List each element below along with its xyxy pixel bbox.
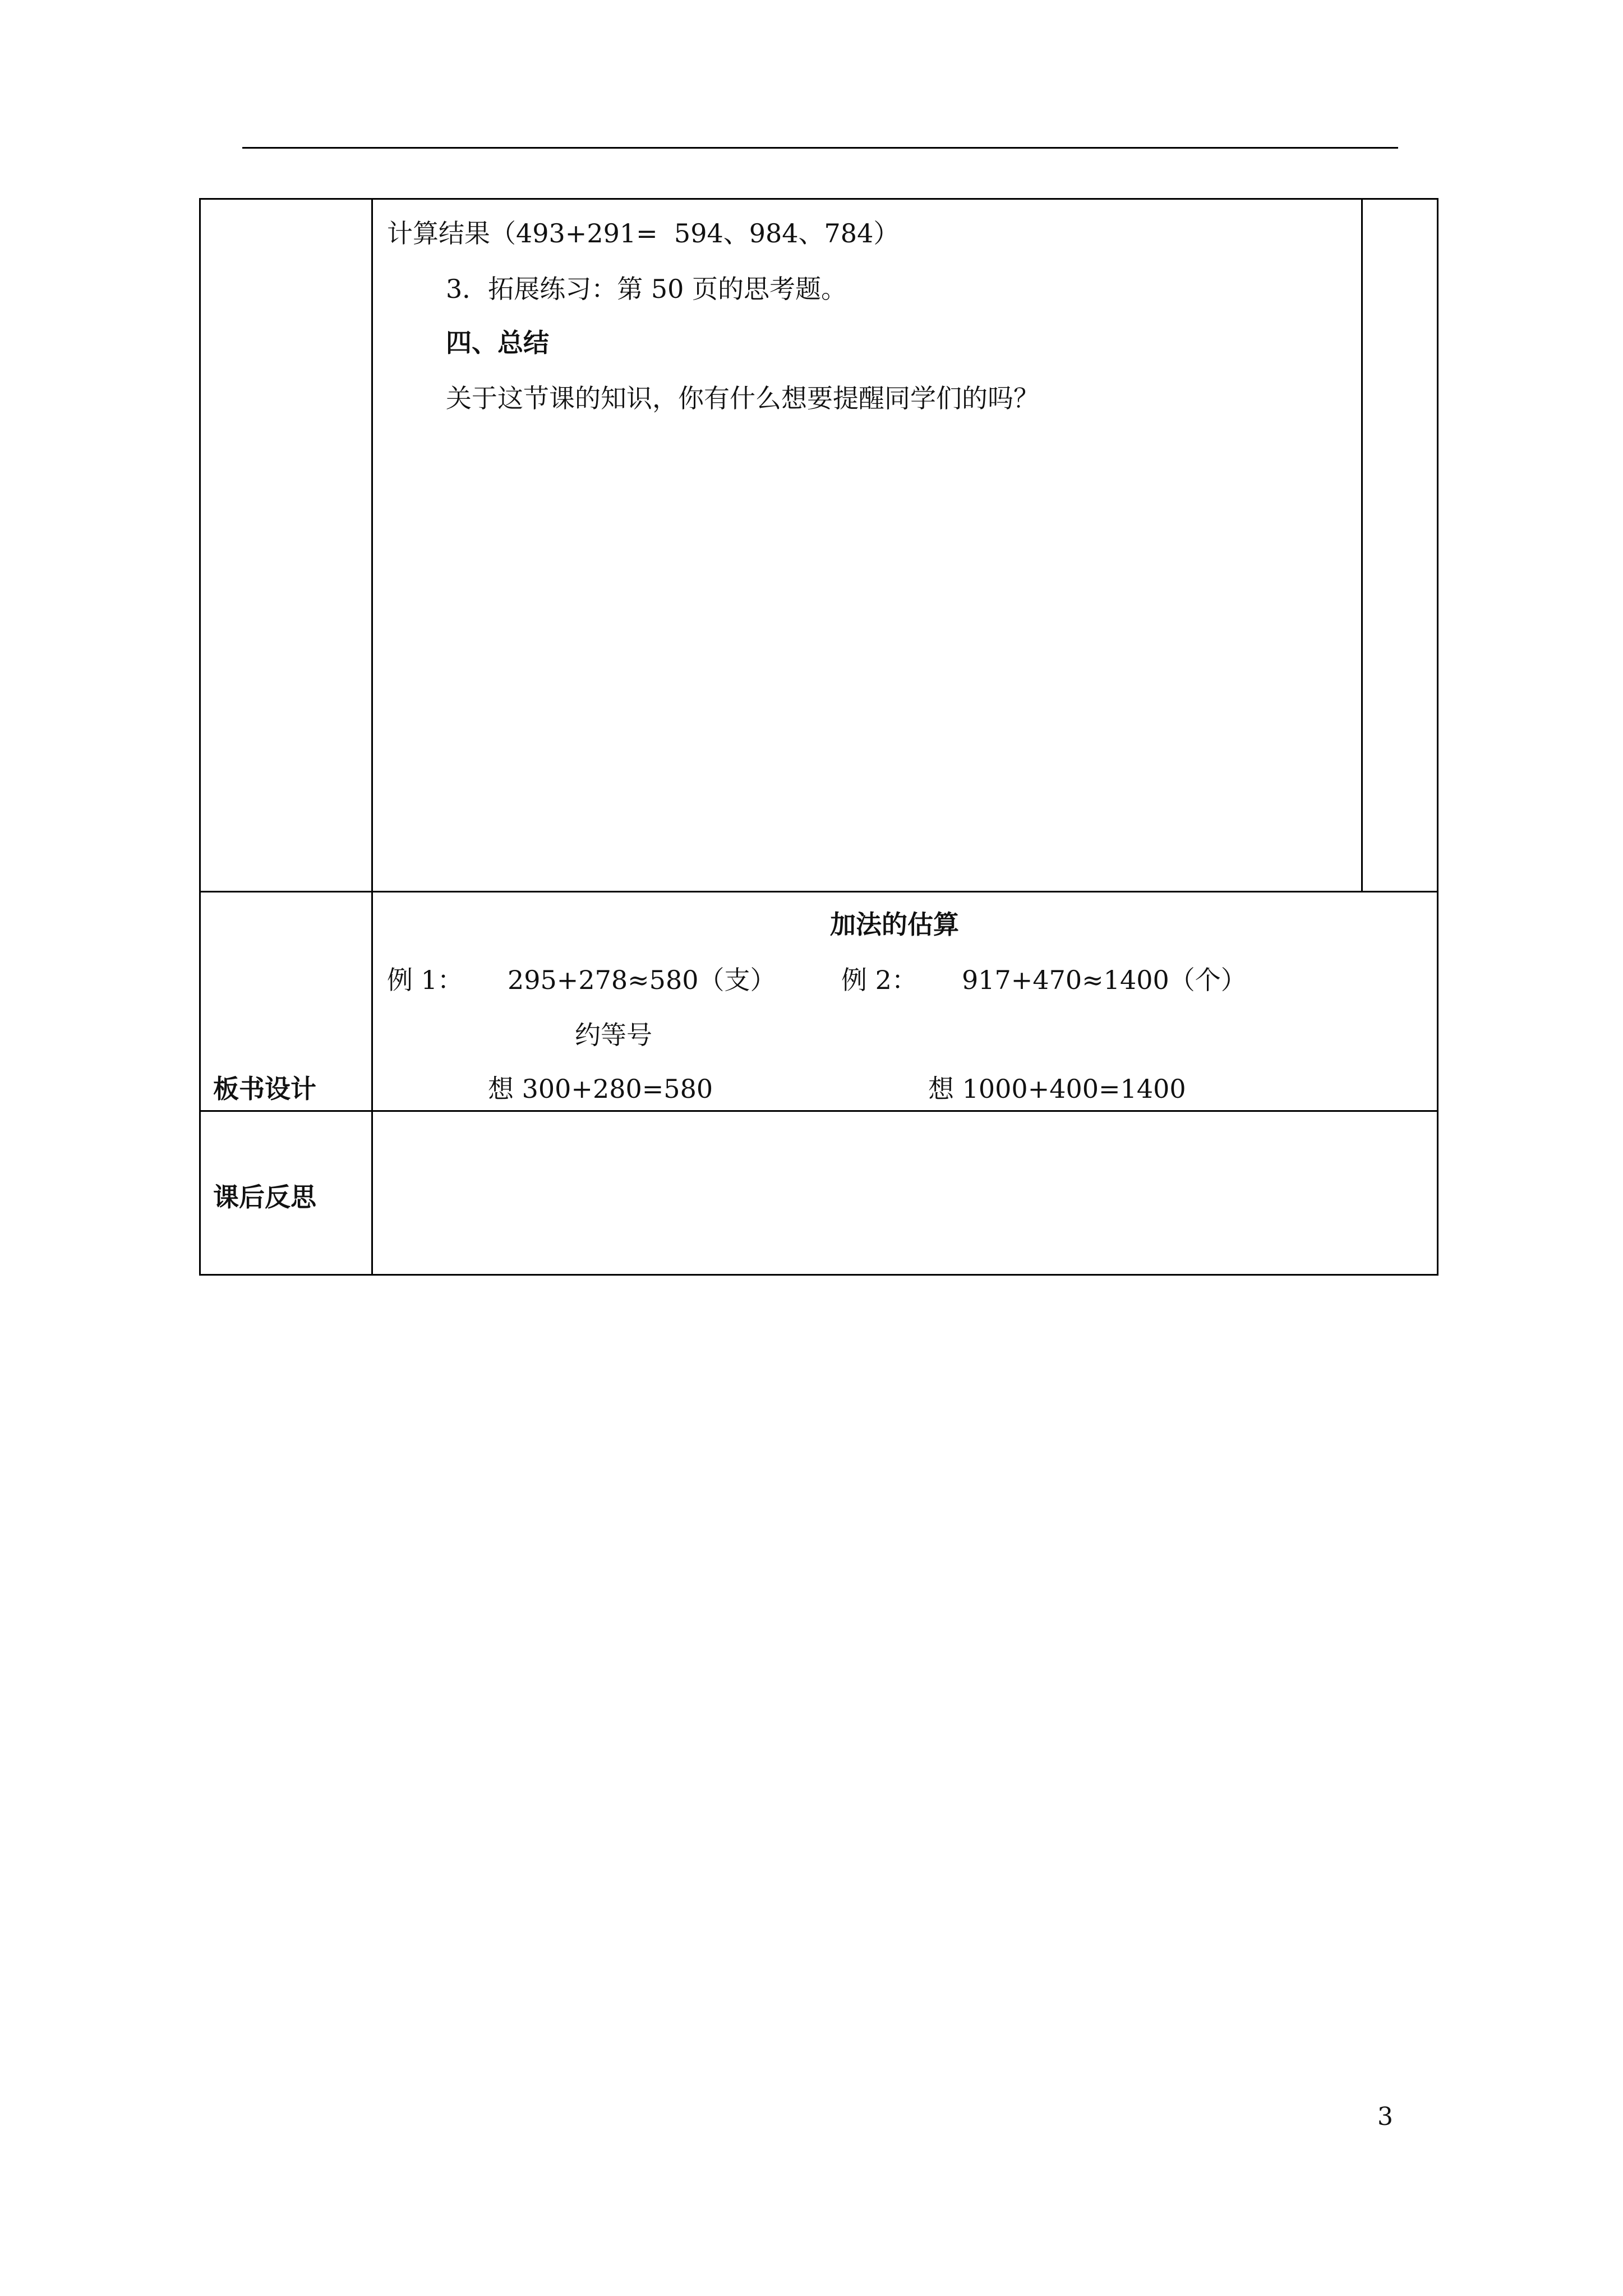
approx-sign-note: 约等号	[575, 1020, 652, 1050]
reflection-label: 课后反思	[213, 1182, 316, 1212]
example-1-label: 例 1：	[387, 965, 463, 995]
board-design-label: 板书设计	[213, 1074, 316, 1104]
example-1-expression: 295+278≈580（支）	[508, 965, 776, 995]
header-rule	[242, 147, 1398, 149]
table-column-divider	[1361, 198, 1363, 892]
summary-question-text: 关于这节课的知识，你有什么想要提醒同学们的吗？	[446, 383, 1039, 413]
table-row-divider	[199, 1110, 1438, 1112]
example-2-thinking: 想 1000+400=1400	[928, 1074, 1186, 1104]
calc-result-text: 计算结果（493+291= 594、984、784）	[387, 218, 900, 249]
table-left-border	[199, 198, 201, 1276]
summary-heading: 四、总结	[446, 328, 549, 358]
board-title: 加法的估算	[830, 909, 959, 940]
extension-practice-text: 3．拓展练习：第 50 页的思考题。	[446, 274, 847, 304]
page-number: 3	[1377, 2102, 1393, 2131]
example-2-label: 例 2：	[841, 965, 917, 995]
example-1-thinking: 想 300+280=580	[488, 1074, 713, 1104]
table-top-border	[199, 198, 1438, 200]
table-column-divider	[371, 198, 373, 1276]
table-row-divider	[199, 891, 1438, 892]
example-2-expression: 917+470≈1400（个）	[962, 965, 1247, 995]
table-right-border	[1437, 198, 1438, 1276]
table-bottom-border	[199, 1274, 1438, 1276]
